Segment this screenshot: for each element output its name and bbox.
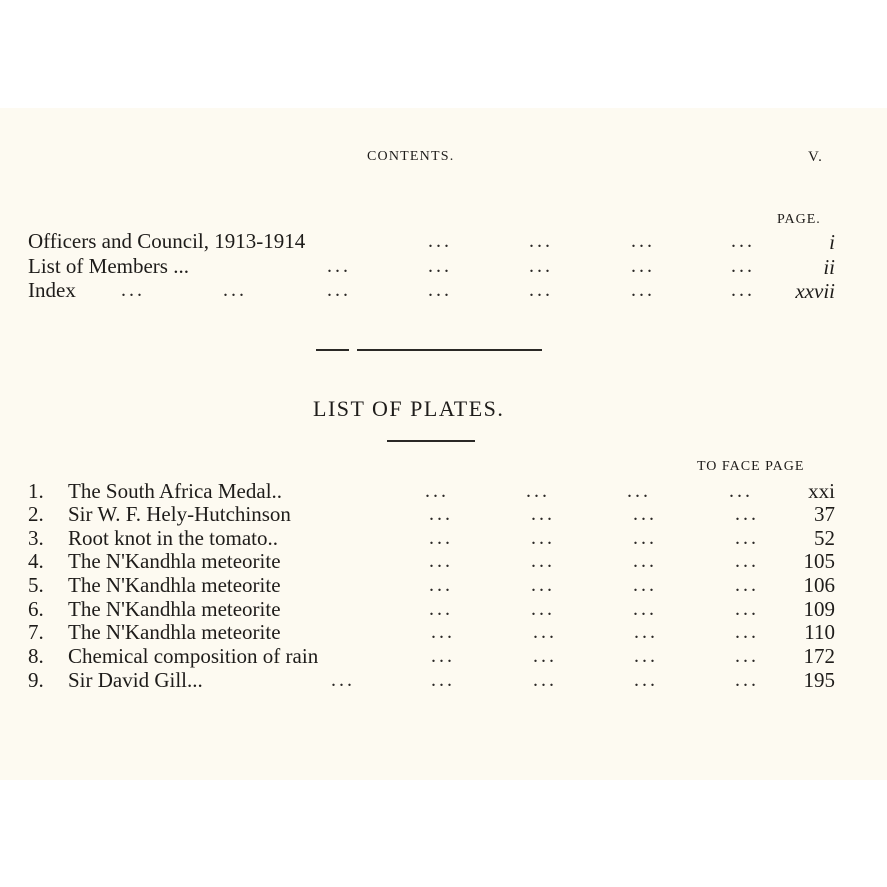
dot-leader: ... bbox=[729, 480, 753, 502]
contents-entry-title: List of Members ... bbox=[28, 254, 189, 278]
plate-page: 109 bbox=[803, 597, 835, 621]
dot-leader: ... bbox=[633, 503, 657, 525]
plate-title: Sir W. F. Hely-Hutchinson bbox=[68, 502, 291, 526]
contents-entry-title: Index bbox=[28, 278, 76, 302]
plate-title: The N'Kandhla meteorite bbox=[68, 573, 281, 597]
plate-title: Chemical composition of rain bbox=[68, 644, 319, 668]
dot-leader: ... bbox=[634, 621, 658, 643]
dot-leader: ... bbox=[431, 669, 455, 691]
dot-leader: ... bbox=[735, 574, 759, 596]
dot-leader: ... bbox=[731, 279, 755, 301]
dot-leader: ... bbox=[425, 480, 449, 502]
plate-page: 195 bbox=[803, 668, 835, 692]
dot-leader: ... bbox=[533, 645, 557, 667]
plate-title: Root knot in the tomato.. bbox=[68, 526, 278, 550]
plate-number: 8. bbox=[28, 644, 44, 668]
dot-leader: ... bbox=[633, 574, 657, 596]
page-number: V. bbox=[808, 149, 824, 165]
plate-page: 37 bbox=[814, 502, 835, 526]
dot-leader: ... bbox=[526, 480, 550, 502]
plate-title: The South Africa Medal.. bbox=[68, 479, 283, 503]
dot-leader: ... bbox=[531, 598, 555, 620]
dot-leader: ... bbox=[633, 550, 657, 572]
dot-leader: ... bbox=[428, 230, 452, 252]
dot-leader: ... bbox=[634, 669, 658, 691]
dot-leader: ... bbox=[531, 527, 555, 549]
dot-leader: ... bbox=[735, 503, 759, 525]
plate-title: The N'Kandhla meteorite bbox=[68, 549, 281, 573]
dot-leader: ... bbox=[735, 669, 759, 691]
plate-number: 6. bbox=[28, 597, 44, 621]
plate-page: 172 bbox=[803, 644, 835, 668]
dot-leader: ... bbox=[634, 645, 658, 667]
plate-title: Sir David Gill... bbox=[68, 668, 203, 692]
plate-number: 4. bbox=[28, 549, 44, 573]
dot-leader: ... bbox=[735, 550, 759, 572]
dot-leader: ... bbox=[429, 550, 453, 572]
dot-leader: ... bbox=[529, 279, 553, 301]
plate-page: xxi bbox=[808, 479, 835, 503]
dot-leader: ... bbox=[735, 598, 759, 620]
dot-leader: ... bbox=[533, 669, 557, 691]
dot-leader: ... bbox=[531, 550, 555, 572]
dot-leader: ... bbox=[731, 230, 755, 252]
plate-number: 2. bbox=[28, 502, 44, 526]
contents-column-label: PAGE. bbox=[777, 212, 821, 227]
dot-leader: ... bbox=[428, 279, 452, 301]
dot-leader: ... bbox=[429, 503, 453, 525]
plate-title: The N'Kandhla meteorite bbox=[68, 597, 281, 621]
dot-leader: ... bbox=[735, 527, 759, 549]
dot-leader: ... bbox=[429, 598, 453, 620]
section-rule-short bbox=[316, 349, 349, 351]
dot-leader: ... bbox=[429, 574, 453, 596]
dot-leader: ... bbox=[223, 279, 247, 301]
dot-leader: ... bbox=[735, 621, 759, 643]
dot-leader: ... bbox=[429, 527, 453, 549]
dot-leader: ... bbox=[735, 645, 759, 667]
dot-leader: ... bbox=[627, 480, 651, 502]
dot-leader: ... bbox=[327, 279, 351, 301]
dot-leader: ... bbox=[331, 669, 355, 691]
section-rule-long bbox=[357, 349, 542, 351]
contents-entry-title: Officers and Council, 1913-1914 bbox=[28, 229, 306, 253]
plate-page: 105 bbox=[803, 549, 835, 573]
dot-leader: ... bbox=[633, 598, 657, 620]
dot-leader: ... bbox=[533, 621, 557, 643]
dot-leader: ... bbox=[731, 255, 755, 277]
dot-leader: ... bbox=[529, 255, 553, 277]
dot-leader: ... bbox=[531, 503, 555, 525]
plates-column-label: TO FACE PAGE bbox=[697, 459, 805, 474]
plates-heading: LIST OF PLATES. bbox=[313, 396, 505, 421]
plate-number: 3. bbox=[28, 526, 44, 550]
plate-page: 110 bbox=[804, 620, 835, 644]
plate-page: 106 bbox=[803, 573, 835, 597]
dot-leader: ... bbox=[428, 255, 452, 277]
dot-leader: ... bbox=[531, 574, 555, 596]
dot-leader: ... bbox=[529, 230, 553, 252]
dot-leader: ... bbox=[431, 621, 455, 643]
plate-number: 5. bbox=[28, 573, 44, 597]
dot-leader: ... bbox=[121, 279, 145, 301]
plate-number: 9. bbox=[28, 668, 44, 692]
dot-leader: ... bbox=[631, 255, 655, 277]
running-title: CONTENTS. bbox=[367, 149, 455, 164]
dot-leader: ... bbox=[327, 255, 351, 277]
contents-entry-page: ii bbox=[823, 255, 835, 279]
dot-leader: ... bbox=[633, 527, 657, 549]
dot-leader: ... bbox=[431, 645, 455, 667]
contents-entry-page: xxvii bbox=[795, 279, 835, 303]
contents-entry-page: i bbox=[829, 230, 835, 254]
plate-number: 7. bbox=[28, 620, 44, 644]
plate-number: 1. bbox=[28, 479, 44, 503]
plate-title: The N'Kandhla meteorite bbox=[68, 620, 281, 644]
dot-leader: ... bbox=[631, 230, 655, 252]
heading-underline bbox=[387, 440, 475, 442]
plate-page: 52 bbox=[814, 526, 835, 550]
dot-leader: ... bbox=[631, 279, 655, 301]
